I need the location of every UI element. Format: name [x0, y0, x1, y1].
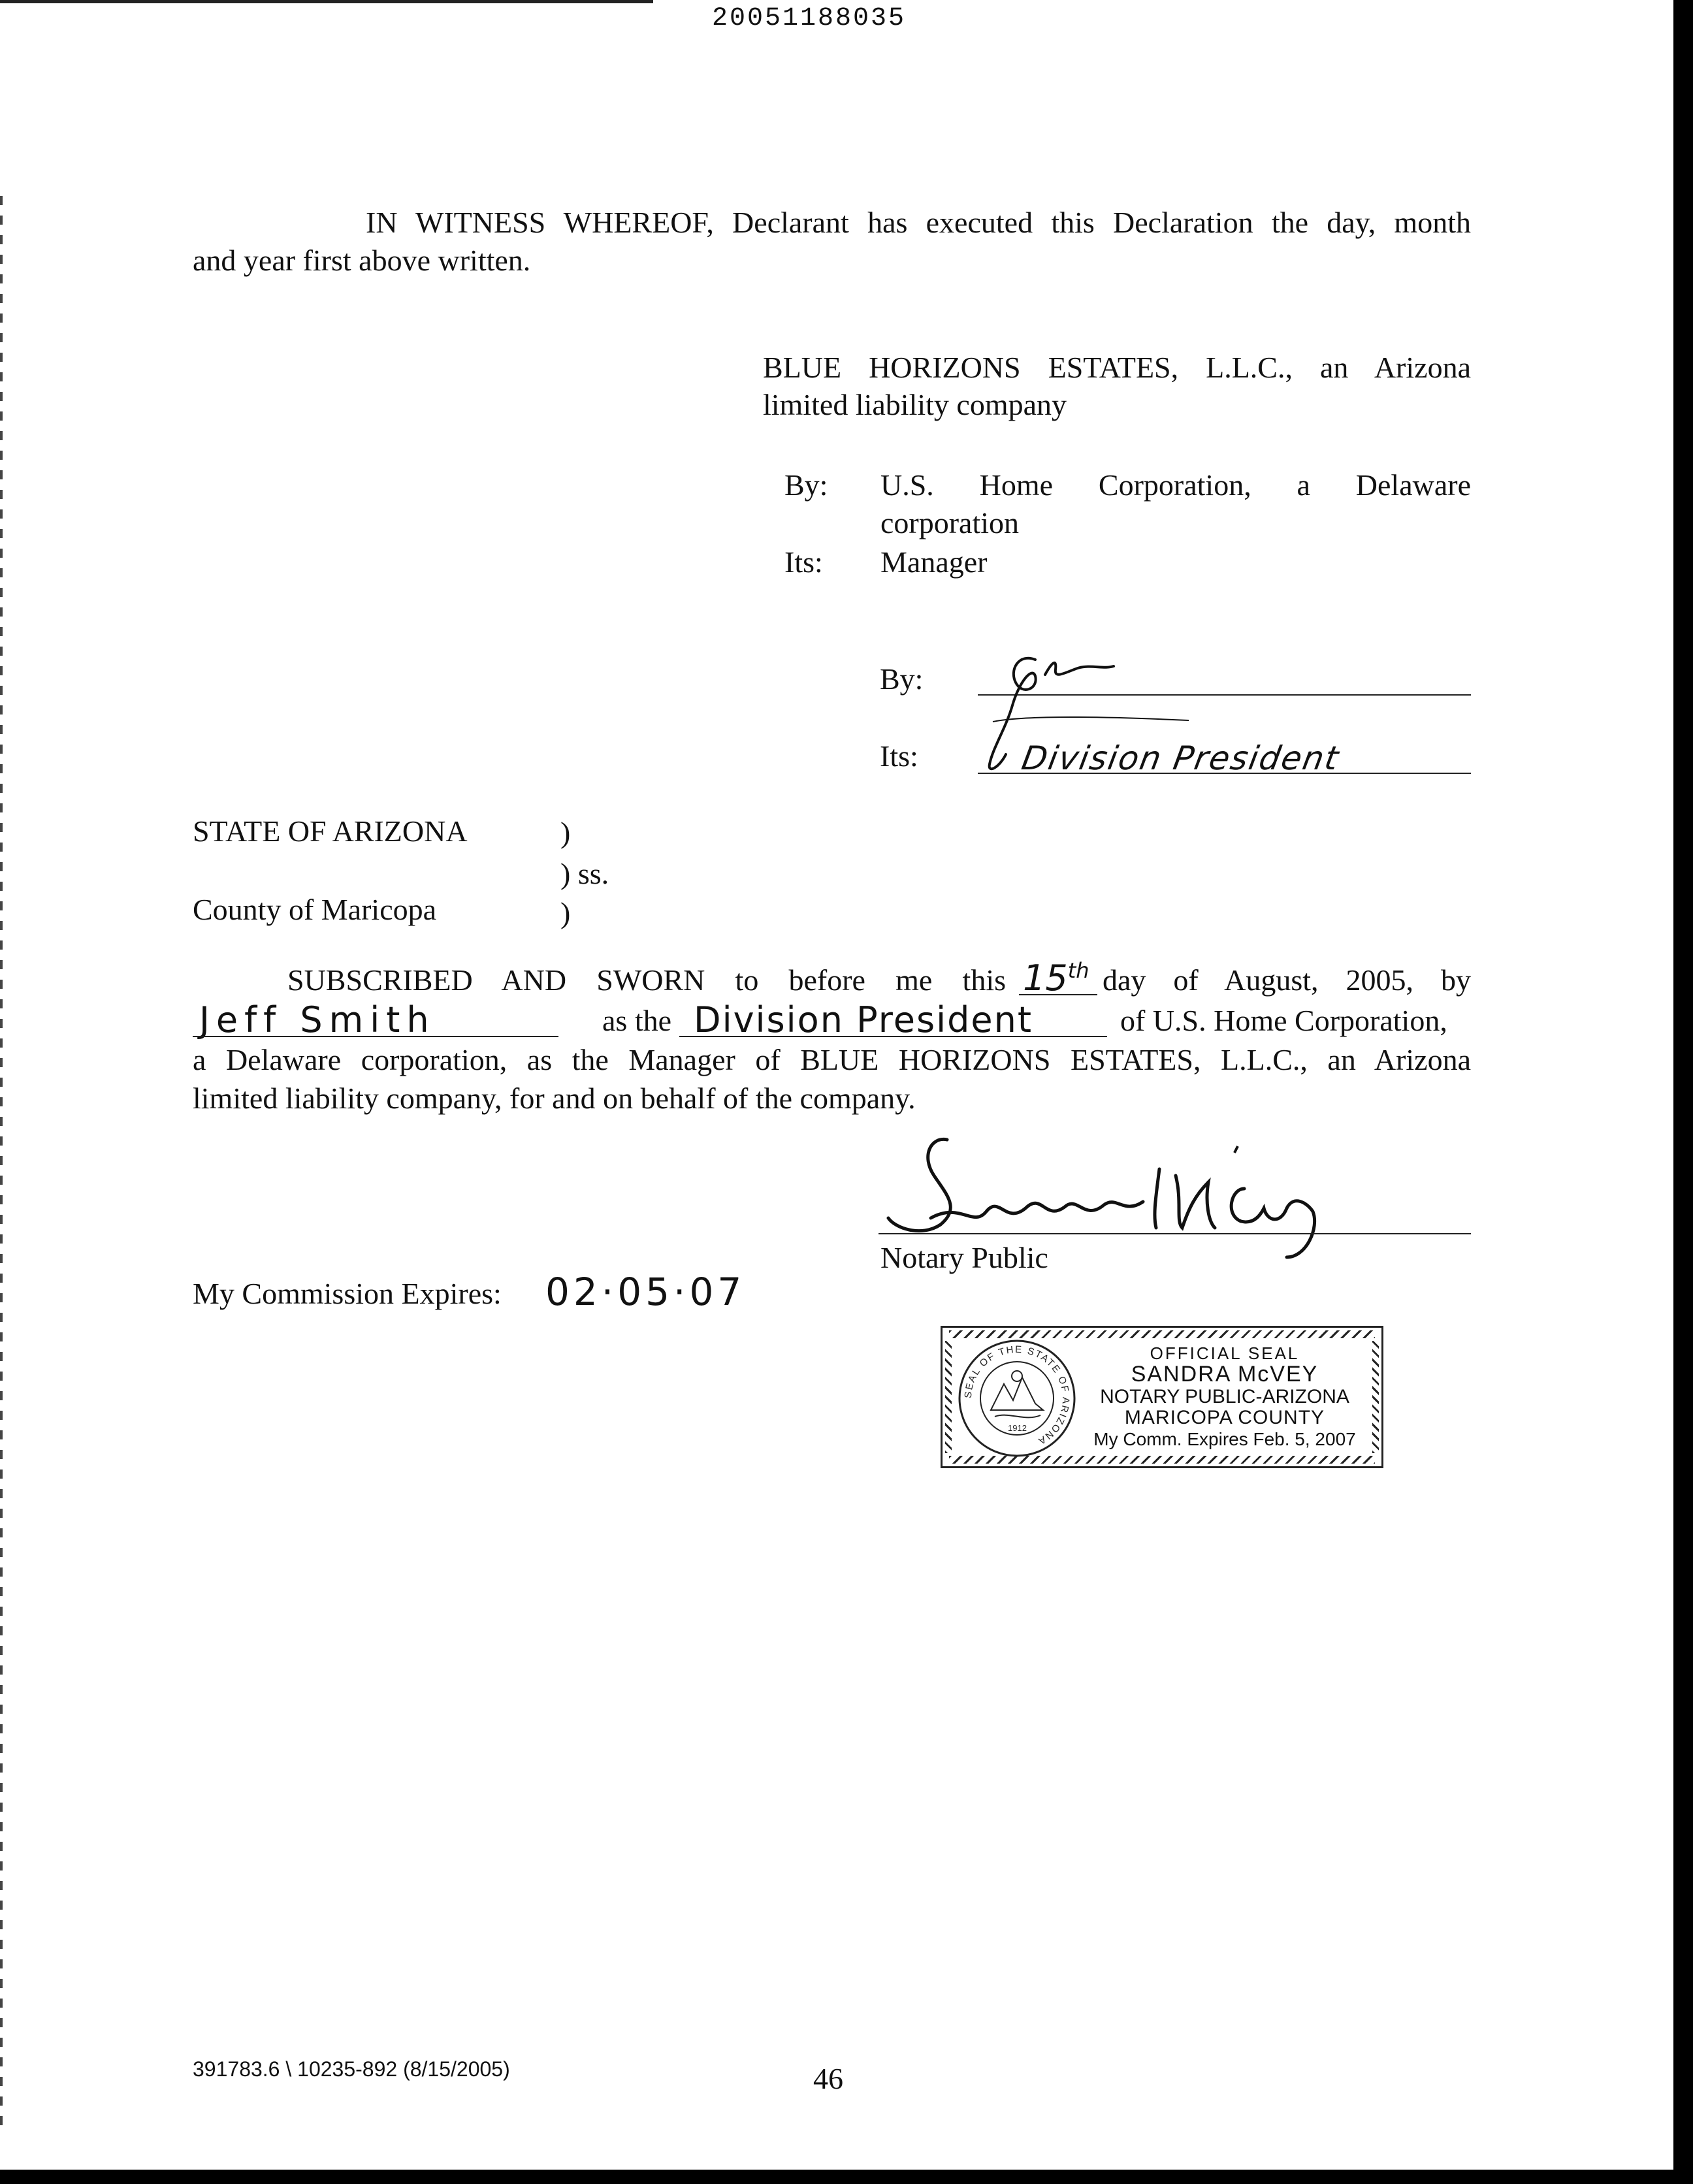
- venue-paren-1: ): [560, 816, 571, 849]
- manager-by-value-line-2: corporation: [880, 506, 1020, 539]
- witness-line-2: and year first above written.: [193, 244, 531, 277]
- arizona-state-seal-icon: [957, 1338, 1077, 1458]
- jurat-name-handwritten: Jeff Smith: [199, 999, 436, 1040]
- seal-line-3: NOTARY PUBLIC-ARIZONA: [1100, 1386, 1349, 1407]
- venue-county: County of Maricopa: [193, 893, 437, 926]
- jurat-as-the: as the: [602, 1004, 672, 1037]
- jurat-line-4: limited liability company, for and on behalf of the company.: [193, 1082, 916, 1115]
- seal-line-4: MARICOPA COUNTY: [1124, 1407, 1325, 1428]
- jurat-title-handwritten: Division President: [694, 999, 1033, 1040]
- seal-rope-left: [945, 1341, 952, 1453]
- venue-ss: ) ss.: [560, 857, 609, 890]
- jurat-line-1-end: day of August, 2005, by: [1103, 963, 1471, 997]
- signature-by-label: By:: [880, 662, 924, 696]
- jurat-title-line: [679, 1036, 1107, 1037]
- jurat-line-3: a Delaware corporation, as the Manager of BLUE HORIZONS ESTATES, L.L.C., an Arizona: [193, 1043, 1471, 1076]
- seal-rope-right: [1372, 1341, 1379, 1453]
- jurat-line-1-start: SUBSCRIBED AND SWORN to before me this: [287, 963, 1006, 997]
- company-line-1: BLUE HORIZONS ESTATES, L.L.C., an Arizona: [763, 351, 1471, 384]
- commission-date-handwritten: 02·05·07: [545, 1270, 746, 1314]
- manager-its-value: Manager: [880, 545, 988, 579]
- witness-line-1: IN WITNESS WHEREOF, Declarant has executed this Declaration the day, month: [366, 206, 1471, 239]
- seal-emblem-year: 1912: [1008, 1423, 1027, 1433]
- notary-signature-line: [879, 1233, 1471, 1234]
- scan-bottom-edge: [0, 2170, 1693, 2184]
- seal-line-2: SANDRA McVEY: [1131, 1362, 1319, 1387]
- scan-right-edge: [1673, 0, 1693, 2184]
- page-number: 46: [813, 2062, 843, 2095]
- jurat-line-2-end: of U.S. Home Corporation,: [1120, 1004, 1447, 1037]
- jurat-day-number: 15: [1023, 957, 1068, 999]
- jurat-day-handwritten: [1023, 957, 1089, 999]
- seal-rope-top: [949, 1330, 1375, 1338]
- manager-by-value-line-1: U.S. Home Corporation, a Delaware: [880, 468, 1471, 502]
- notary-label: Notary Public: [880, 1241, 1048, 1274]
- signature-its-handwritten: Division President: [1018, 739, 1343, 777]
- seal-line-1: OFFICIAL SEAL: [1150, 1343, 1300, 1363]
- company-line-2: limited liability company: [763, 388, 1067, 421]
- jurat-day-line: [1019, 994, 1097, 995]
- notary-seal: [941, 1326, 1383, 1468]
- venue-state: STATE OF ARIZONA: [193, 814, 468, 848]
- seal-line-5: My Comm. Expires Feb. 5, 2007: [1093, 1429, 1356, 1449]
- recording-number: 20051188035: [712, 4, 907, 33]
- scan-left-edge: [0, 196, 3, 2129]
- scan-top-rule: [0, 0, 653, 3]
- manager-by-label: By:: [784, 468, 828, 502]
- jurat-name-line: [193, 1036, 558, 1037]
- manager-its-label: Its:: [784, 545, 823, 579]
- footer-doc-reference: 391783.6 \ 10235-892 (8/15/2005): [193, 2057, 510, 2081]
- venue-paren-3: ): [560, 896, 571, 929]
- seal-emblem-text: SEAL OF THE STATE OF ARIZONA: [962, 1343, 1072, 1447]
- jurat-day-suffix: th: [1067, 958, 1089, 983]
- commission-label: My Commission Expires:: [193, 1277, 502, 1310]
- signature-its-label: Its:: [880, 739, 918, 773]
